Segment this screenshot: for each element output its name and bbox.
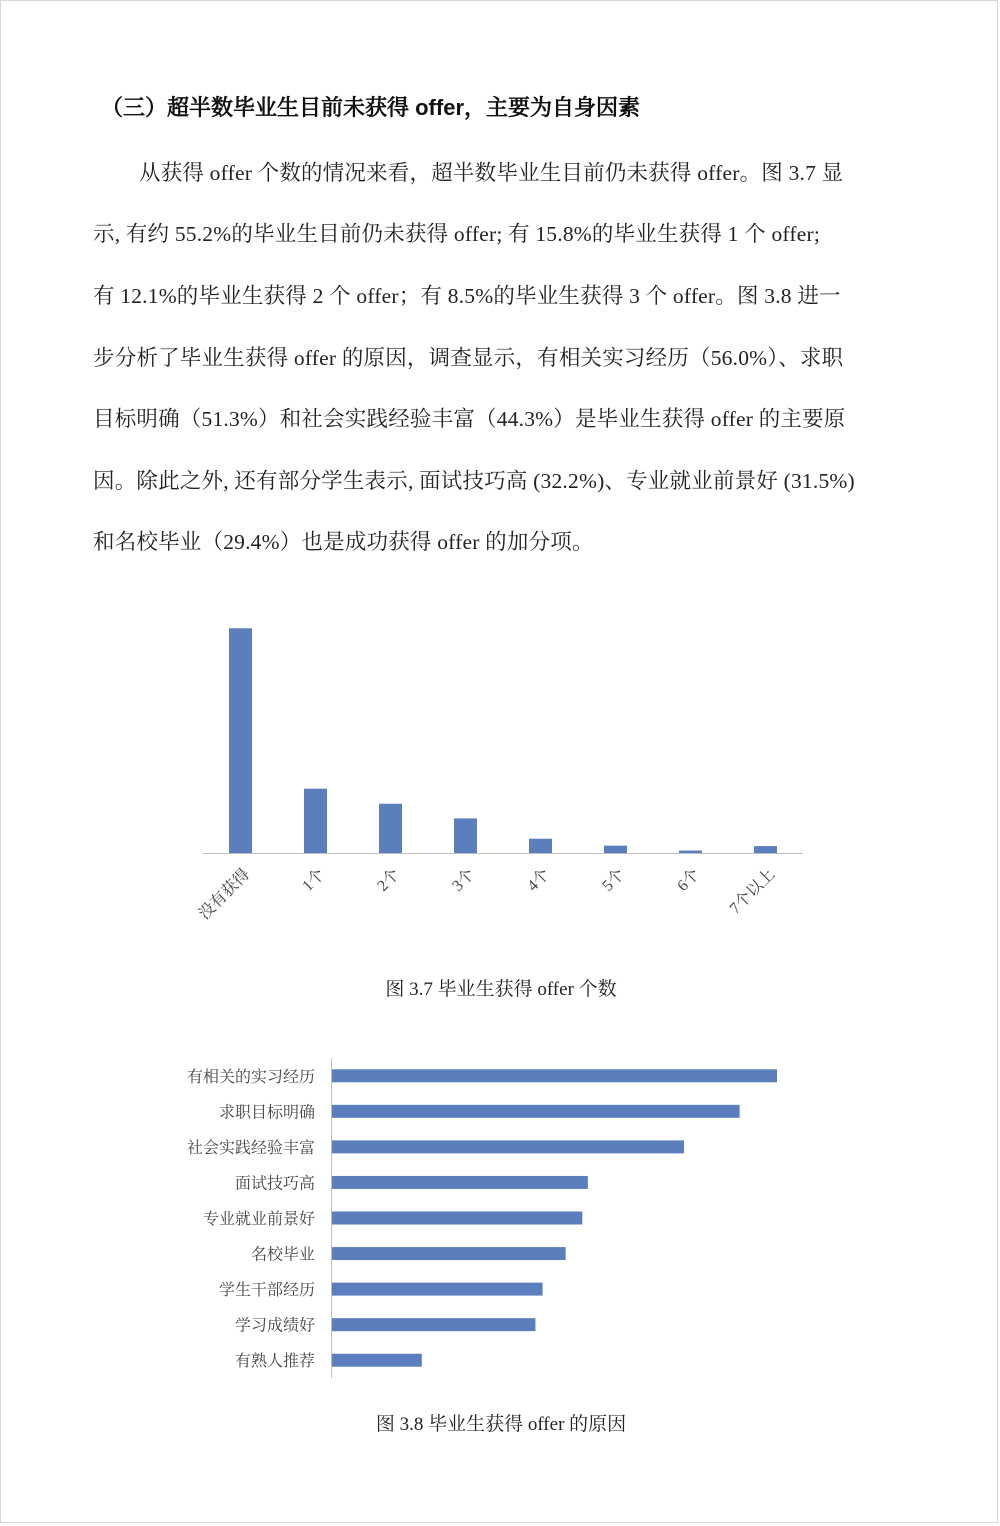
bar xyxy=(332,1069,777,1082)
bar xyxy=(379,804,402,853)
y-category-label: 学习成绩好 xyxy=(234,1317,315,1335)
y-category-label: 学生干部经历 xyxy=(218,1282,315,1300)
x-tick-label: 2个 xyxy=(374,865,404,895)
offer-reasons-bar-chart xyxy=(187,1058,777,1378)
bar xyxy=(454,818,477,853)
bar xyxy=(332,1318,535,1331)
bar xyxy=(332,1176,588,1189)
y-category-label: 专业就业前景好 xyxy=(202,1211,315,1228)
paragraph-line: 有 12.1%的毕业生获得 2 个 offer；有 8.5%的毕业生获得 3 个 offer。图 3.8 进一 xyxy=(93,284,841,308)
x-tick-label: 5个 xyxy=(599,865,629,895)
x-tick-label: 没有获得 xyxy=(196,865,254,924)
charts-canvas xyxy=(1,1,1000,1526)
bar xyxy=(332,1140,684,1153)
bar xyxy=(332,1283,543,1296)
x-tick-label: 7个以上 xyxy=(726,865,779,918)
bar xyxy=(332,1247,566,1260)
offer-count-bar-chart xyxy=(195,628,803,923)
bar xyxy=(604,846,627,853)
x-tick-label: 3个 xyxy=(449,865,479,895)
paragraph-line: 示, 有约 55.2%的毕业生目前仍未获得 offer; 有 15.8%的毕业生获得 1 个 offer; xyxy=(93,222,821,246)
bar xyxy=(304,789,327,853)
bar xyxy=(332,1105,740,1118)
paragraph-line: 步分析了毕业生获得 offer 的原因，调查显示，有相关实习经历（56.0%）、求职 xyxy=(93,346,844,370)
paragraph-line: 从获得 offer 个数的情况来看，超半数毕业生目前仍未获得 offer。图 3.7 显 xyxy=(139,161,844,185)
y-category-label: 名校毕业 xyxy=(250,1246,315,1264)
bar xyxy=(332,1212,582,1225)
y-category-label: 求职目标明确 xyxy=(218,1104,315,1122)
x-tick-label: 1个 xyxy=(299,865,329,895)
paragraph-line: 和名校毕业（29.4%）也是成功获得 offer 的加分项。 xyxy=(93,530,594,554)
bar xyxy=(754,846,777,853)
x-tick-label: 6个 xyxy=(674,865,704,895)
y-category-label: 有熟人推荐 xyxy=(234,1353,315,1371)
bar xyxy=(229,628,252,853)
paragraph-line: 因。除此之外, 还有部分学生表示, 面试技巧高 (32.2%)、专业就业前景好 (31.5%) xyxy=(93,469,855,493)
paragraph-line: 目标明确（51.3%）和社会实践经验丰富（44.3%）是毕业生获得 offer 的主要原 xyxy=(93,407,846,431)
y-category-label: 社会实践经验丰富 xyxy=(186,1139,315,1157)
y-category-label: 面试技巧高 xyxy=(234,1175,315,1193)
y-category-label: 有相关的实习经历 xyxy=(186,1068,315,1086)
bar xyxy=(332,1354,422,1367)
x-tick-label: 4个 xyxy=(524,865,554,895)
bar xyxy=(529,839,552,853)
figure-3-7-caption: 图 3.7 毕业生获得 offer 个数 xyxy=(385,979,617,1000)
bar xyxy=(679,851,702,853)
figure-3-8-caption: 图 3.8 毕业生获得 offer 的原因 xyxy=(375,1414,627,1435)
section-title: （三）超半数毕业生目前未获得 offer，主要为自身因素 xyxy=(101,95,641,120)
